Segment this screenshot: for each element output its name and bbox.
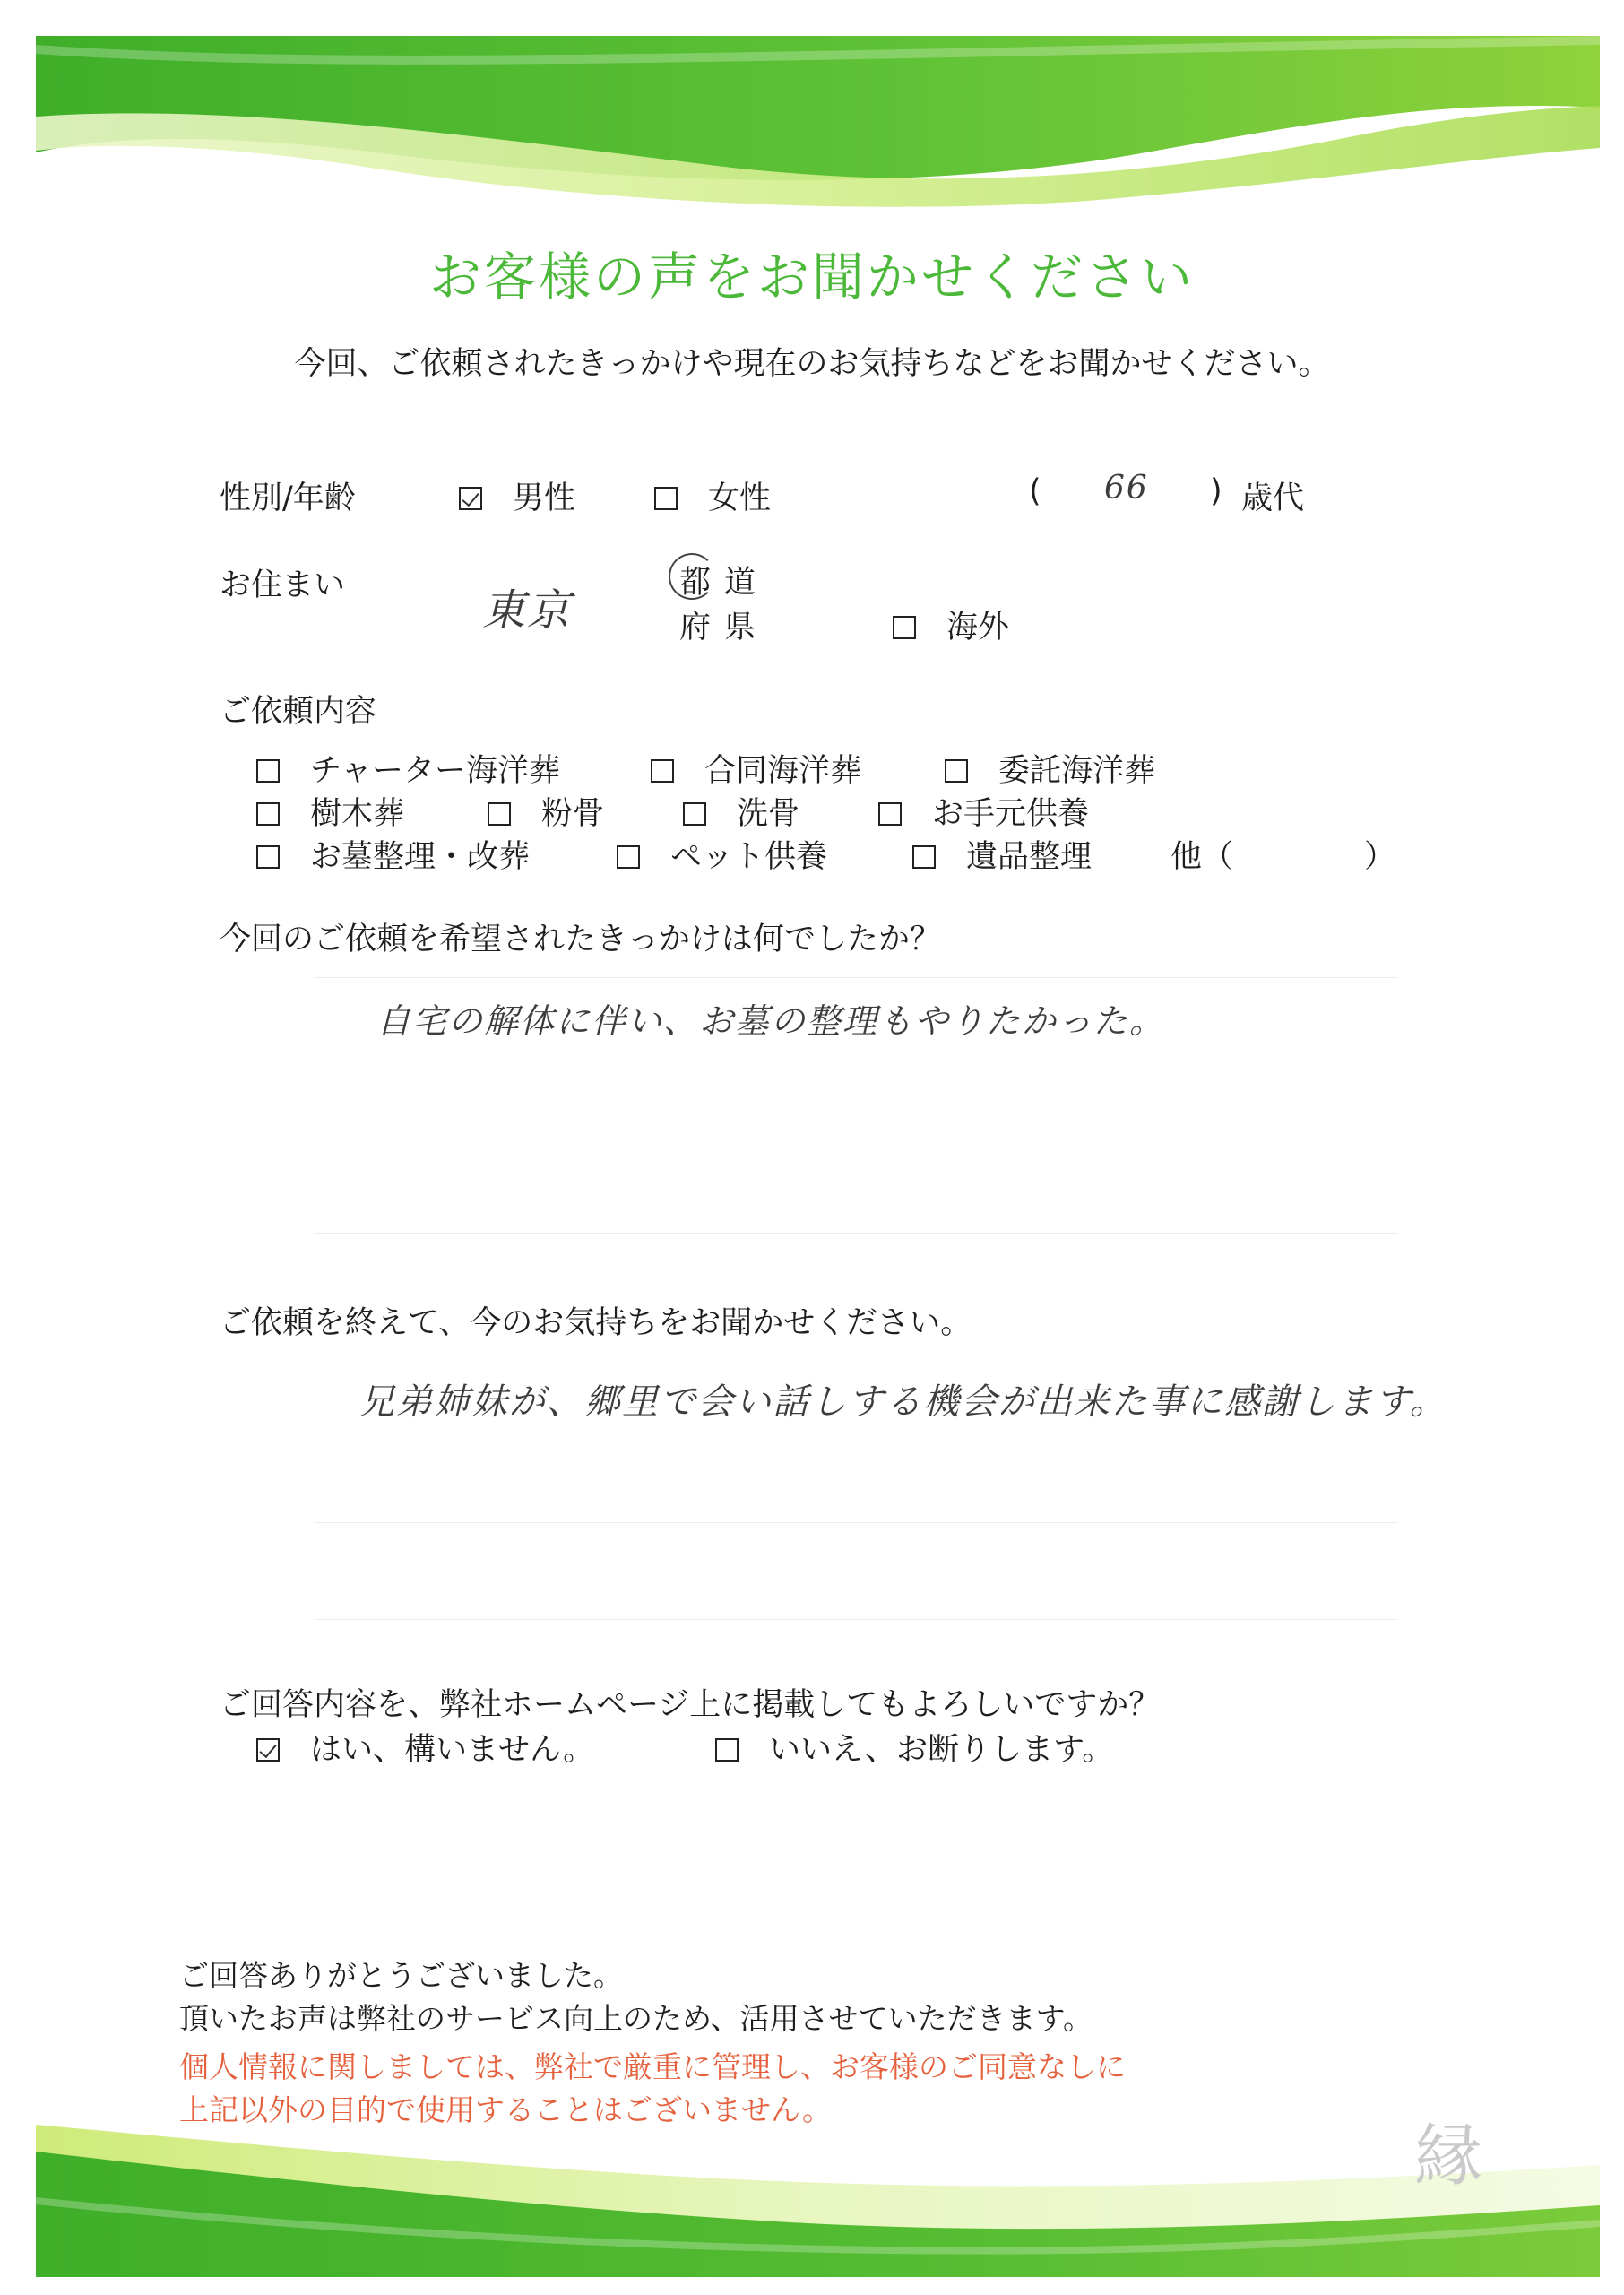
- checkbox-charter[interactable]: [256, 759, 280, 783]
- option-hand[interactable]: [878, 789, 1089, 834]
- bottom-wave-banner: [0, 2098, 1624, 2295]
- age-close-paren: ): [1210, 473, 1222, 509]
- suffix-fu[interactable]: 府: [679, 610, 712, 645]
- consent-yes-option[interactable]: [256, 1725, 594, 1770]
- label-grave: お墓整理・改葬: [310, 839, 531, 875]
- option-charter[interactable]: [256, 746, 560, 791]
- male-checkbox[interactable]: [459, 487, 482, 510]
- option-joint[interactable]: [651, 746, 861, 791]
- footer-usage: 頂いたお声は弊社のサービス向上のため、活用させていただきます。: [179, 2001, 1093, 2036]
- suffix-ken[interactable]: 県: [724, 610, 756, 645]
- checkbox-wash[interactable]: [683, 802, 706, 826]
- gender-male-option[interactable]: [459, 473, 575, 518]
- request-label: ご依頼内容: [220, 694, 377, 730]
- consent-no-checkbox[interactable]: [715, 1738, 739, 1762]
- q2-answer[interactable]: 兄弟姉妹が、郷里で会い話しする機会が出来た事に感謝します。: [358, 1381, 1447, 1423]
- label-pet: ペット供養: [670, 839, 828, 875]
- checkbox-tree-burial[interactable]: [256, 802, 280, 826]
- consent-yes-checkbox[interactable]: [256, 1738, 280, 1762]
- option-grave[interactable]: [256, 832, 530, 877]
- prefecture-handwritten[interactable]: 東京: [482, 585, 573, 636]
- q3-question: ご回答内容を、弊社ホームページ上に掲載してもよろしいですか？: [220, 1687, 1161, 1723]
- age-suffix: 歳代: [1241, 481, 1305, 516]
- option-tree-burial[interactable]: [256, 789, 404, 834]
- en-logo-mark: 縁: [1414, 2116, 1482, 2195]
- suffix-do[interactable]: 道: [724, 565, 756, 601]
- consent-yes-label: はい、構いません。: [310, 1732, 595, 1768]
- label-tree-burial: 樹木葬: [310, 796, 405, 832]
- checkbox-powder[interactable]: [488, 802, 511, 826]
- female-checkbox[interactable]: [654, 487, 678, 510]
- label-powder: 粉骨: [541, 796, 605, 832]
- top-wave-banner: [0, 0, 1624, 224]
- checkbox-joint[interactable]: [651, 759, 674, 783]
- footer-privacy-line2: 上記以外の目的で使用することはございません。: [179, 2092, 832, 2127]
- label-wash: 洗骨: [737, 796, 800, 832]
- footer-privacy-line1: 個人情報に関しましては、弊社で厳重に管理し、お客様のご同意なしに: [179, 2049, 1126, 2084]
- age-open-paren: (: [1029, 473, 1041, 509]
- checkbox-grave[interactable]: [256, 845, 280, 869]
- option-other-close: ）: [1364, 839, 1396, 875]
- male-label: 男性: [513, 481, 576, 516]
- label-joint: 合同海洋葬: [704, 753, 862, 789]
- label-hand: お手元供養: [932, 796, 1090, 832]
- option-other-label: 他（: [1170, 839, 1234, 875]
- consent-no-label: いいえ、お断りします。: [769, 1732, 1114, 1768]
- residence-label: お住まい: [220, 567, 346, 603]
- label-estate: 遺品整理: [966, 839, 1093, 875]
- overseas-label: 海外: [946, 610, 1010, 645]
- q1-answer[interactable]: 自宅の解体に伴い、お墓の整理もやりたかった。: [376, 1001, 1166, 1041]
- intro-text: 今回、ご依頼されたきっかけや現在のお気持ちなどをお聞かせください。: [294, 346, 1330, 382]
- checkbox-estate[interactable]: [912, 845, 936, 869]
- option-consign[interactable]: [945, 746, 1155, 791]
- overseas-checkbox[interactable]: [893, 616, 916, 639]
- label-charter: チャーター海洋葬: [310, 753, 560, 789]
- gender-age-label: 性別/年齢: [220, 481, 356, 516]
- label-consign: 委託海洋葬: [998, 753, 1156, 789]
- gender-female-option[interactable]: [654, 473, 771, 518]
- consent-no-option[interactable]: [715, 1725, 1113, 1770]
- page-title: お客様の声をお聞かせください: [428, 247, 1195, 307]
- option-pet[interactable]: [617, 832, 827, 877]
- q1-question: 今回のご依頼を希望されたきっかけは何でしたか？: [220, 922, 942, 957]
- overseas-option[interactable]: [893, 602, 1009, 647]
- checkbox-pet[interactable]: [617, 845, 640, 869]
- suffix-to[interactable]: 都: [679, 565, 712, 601]
- checkbox-consign[interactable]: [945, 759, 968, 783]
- footer-thanks: ご回答ありがとうございました。: [179, 1958, 623, 1993]
- option-wash[interactable]: [683, 789, 799, 834]
- option-estate[interactable]: [912, 832, 1092, 877]
- option-powder[interactable]: [488, 789, 604, 834]
- q2-question: ご依頼を終えて、今のお気持ちをお聞かせください。: [220, 1305, 972, 1341]
- female-label: 女性: [708, 481, 772, 516]
- checkbox-hand[interactable]: [878, 802, 902, 826]
- age-value[interactable]: 66: [1104, 470, 1149, 507]
